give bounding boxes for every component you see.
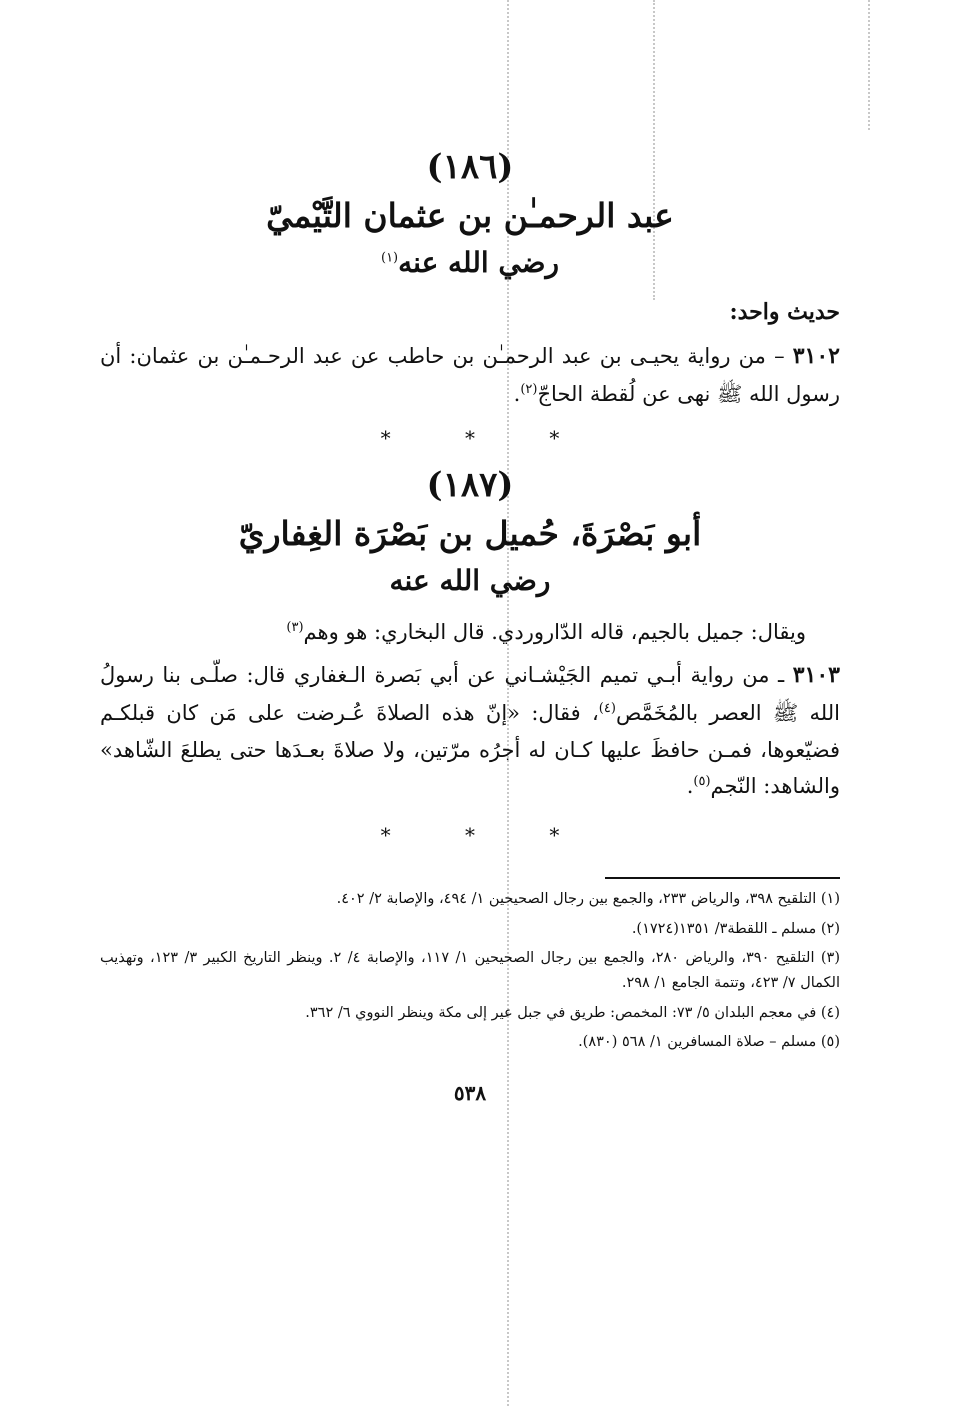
companion-name: أبو بَصْرَةَ، حُميل بن بَصْرَة الغِفاريّ — [238, 514, 702, 554]
hadith-count-label: حديث واحد: — [729, 299, 840, 326]
footnote-ref: (٤) — [598, 700, 616, 716]
footnote-ref: (٣) — [286, 619, 304, 635]
footnote: (٣) التلقيح ٣٩٠، والرياض ٢٨٠، والجمع بين رجال الصحيحين ١/ ١١٧، والإصابة ٤/ ٢. وينظر التاريخ الكبير ٣/ ١٢٣، وتهذيب الكمال ٧/ ٤٢٣، وتتمة الجامع ١/ ٢٩٨. — [100, 949, 841, 992]
hadith-paragraph — [100, 656, 840, 805]
section-separator: * * * — [380, 823, 594, 848]
hadith-paragraph — [100, 337, 840, 412]
section-number: (١٨٦) — [426, 147, 514, 187]
companion-name: عبد الرحمـٰن بن عثمان التَّيْميّ — [266, 196, 674, 235]
footnote: (٢) مسلم ـ اللقطة٣/ ١٣٥١(١٧٢٤). — [631, 920, 840, 937]
hadith-text: ، فقال: «إنّ هذه الصلاةَ عُـرضت على مَن كان قبلكـم فضيّعوها، فمـن حافظَ عليها كـان له أجرُه مرّتين، ولا صلاةَ بعـدَها حتى يطلعَ الشّاهد» والشاهد: النّجم — [100, 700, 840, 799]
book-page — [100, 147, 841, 1106]
footnote: (٥) مسلم – صلاة المسافرين ١/ ٥٦٨ (٨٣٠). — [578, 1034, 840, 1050]
hadith-end: . — [513, 381, 521, 406]
page-number: ٥٣٨ — [453, 1081, 487, 1106]
footnote-ref: (٥) — [693, 774, 711, 790]
scan-dotted-line — [868, 0, 870, 130]
section-number: (١٨٧) — [426, 465, 514, 506]
hadith-number: ٣١٠٣ — [792, 662, 840, 689]
name-note-text: ويقال: جميل بالجيم، قاله الدّاروردي. قال البخاري: هو وهم — [303, 619, 806, 644]
section-separator: * * * — [380, 426, 594, 451]
name-note — [100, 614, 840, 651]
honorific: رضي الله عنه — [389, 564, 551, 598]
honorific-text: رضي الله عنه — [398, 245, 560, 279]
footnote: (٤) في معجم البلدان ٥/ ٧٣: المخمص: طريق في جبل عير إلى مكة وينظر النووي ٦/ ٣٦٢. — [305, 1004, 840, 1021]
hadith-text: ـ من رواية أبـي تميم الجَيْشـاني عن أبي بَصرة الـغفاري قال: صلّـى بنا رسولُ الله ﷺ العصر بالمُخَمَّص — [100, 663, 840, 725]
footnote-ref: (٢) — [520, 381, 538, 397]
footnote-ref: (١) — [380, 250, 399, 266]
honorific — [100, 246, 840, 280]
hadith-end: . — [686, 774, 694, 799]
footnote-rule — [605, 877, 840, 879]
hadith-text: – من رواية يحيـى بن عبد الرحمـٰن بن حاطب عن عبد الرحـمـٰن بن عثمان: أن رسول الله ﷺ نهى عن لُقطة الحاجّ — [100, 344, 840, 406]
hadith-number: ٣١٠٢ — [792, 343, 840, 370]
footnote: (١) التلقيح ٣٩٨، والرياض ٢٣٣، والجمع بين رجال الصحيحين ١/ ٤٩٤، والإصابة ٢/ ٤٠٢. — [336, 891, 840, 908]
footnotes — [100, 887, 840, 1055]
